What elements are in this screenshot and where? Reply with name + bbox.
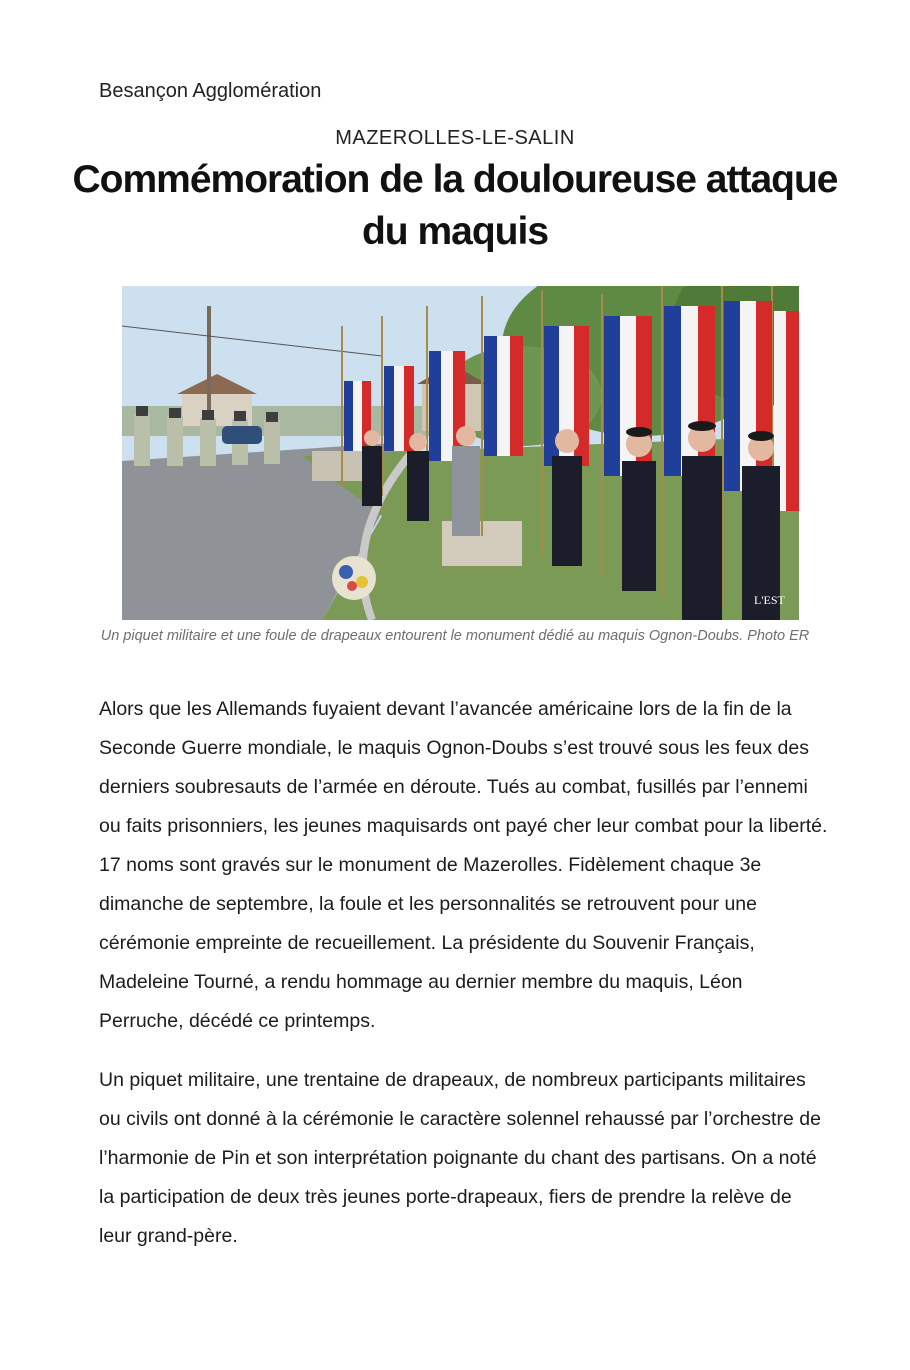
article-kicker: MAZEROLLES-LE-SALIN xyxy=(335,127,575,149)
article-paragraph-2: Un piquet militaire, une trentaine de drapeaux, de nombreux participants militaires ou civils ont donné à la cérémonie le caractère solennel rehaussé par l’orchestre de l’harmonie de Pin et son interprétation poignante du chant des partisans. On a noté la participation de deux très jeunes porte-drapeaux, fiers de prendre la relève de leur grand-père. xyxy=(99,1069,821,1247)
article-photo[interactable] xyxy=(122,286,799,620)
photo-watermark: L'EST xyxy=(754,593,785,607)
section-label[interactable]: Besançon Agglomération xyxy=(99,80,322,102)
article-paragraph-1: Alors que les Allemands fuyaient devant l’avancée américaine lors de la fin de la Seconde Guerre mondiale, le maquis Ognon-Doubs s’est trouvé sous les feux des derniers soubresauts de l’armée en déroute. Tués au combat, fusillés par l’ennemi ou faits prisonniers, les jeunes maquisards ont payé cher leur combat pour la liberté. 17 noms sont gravés sur le monument de Mazerolles. Fidèlement chaque 3e dimanche de septembre, la foule et les personnalités se retrouvent pour une cérémonie empreinte de recueillement. La présidente du Souvenir Français, Madeleine Tourné, a rendu hommage au dernier membre du maquis, Léon Perruche, décédé ce printemps. xyxy=(99,698,828,1032)
photo-caption: Un piquet militaire et une foule de drapeaux entourent le monument dédié au maquis Ognon-Doubs. Photo ER xyxy=(100,628,810,644)
ceremony-photo-illustration xyxy=(122,286,799,620)
article-headline: Commémoration de la douloureuse attaque du maquis xyxy=(72,158,838,253)
article-body xyxy=(99,690,829,1276)
